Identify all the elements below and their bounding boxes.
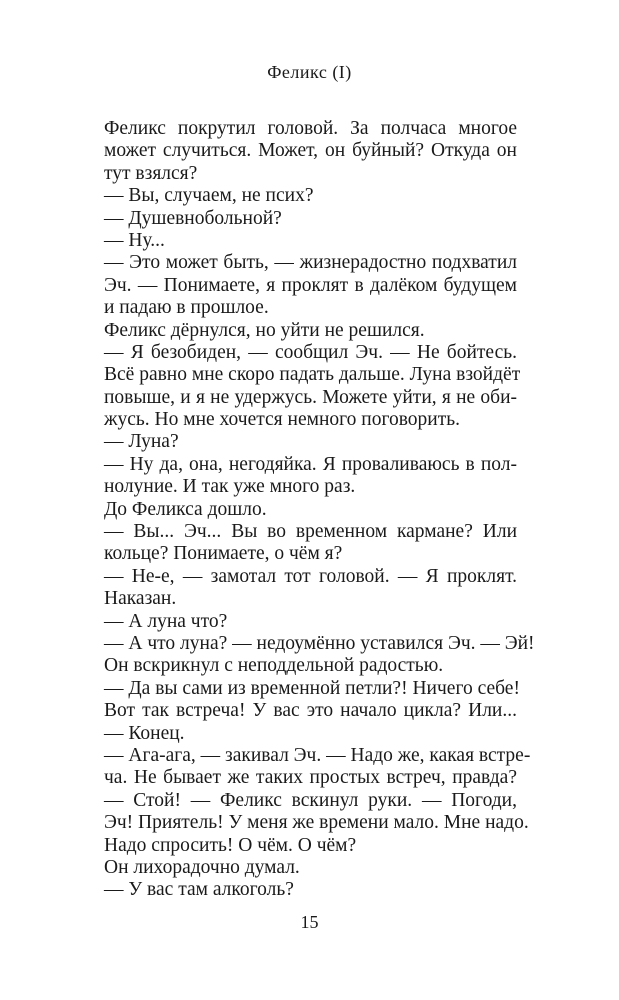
text-line: нолуние. И так уже много раз. — [104, 476, 356, 498]
text-line: — Вы, случаем, не псих? — [104, 185, 314, 207]
page-number: 15 — [300, 912, 319, 932]
text-line: жусь. Но мне хочется немного поговорить. — [104, 409, 461, 431]
text-line: кольце? Понимаете, о чём я? — [104, 543, 343, 565]
text-line: — Душевнобольной? — [104, 207, 282, 229]
text-line: — Не-е, — замотал тот головой. — Я проклят. — [104, 565, 517, 587]
text-line: Он лихорадочно думал. — [104, 856, 300, 878]
text-line: Вот так встреча! У вас это начало цикла? Или... — [104, 700, 517, 722]
text-line: и падаю в прошлое. — [104, 297, 269, 319]
text-line: — Ну... — [104, 229, 165, 251]
text-line: может случиться. Может, он буйный? Откуда он — [104, 140, 517, 162]
text-line: — Ну да, она, негодяйка. Я проваливаюсь в пол- — [104, 453, 517, 475]
text-line: — Я безобиден, — сообщил Эч. — Не бойтесь. — [104, 341, 517, 363]
text-line: — Это может быть, — жизнерадостно подхватил — [104, 252, 517, 274]
text-line: — У вас там алкоголь? — [104, 879, 294, 901]
text-line: — Ага-ага, — закивал Эч. — Надо же, какая встре- — [104, 744, 531, 766]
text-line: Феликс дёрнулся, но уйти не решился. — [104, 319, 425, 341]
text-line: Эч. — Понимаете, я проклят в далёком будущем — [104, 274, 517, 296]
text-line: — Да вы сами из временной петли?! Ничего себе! — [104, 677, 520, 699]
text-line: тут взялся? — [104, 162, 198, 184]
text-line: — Конец. — [104, 722, 185, 744]
text-line: повыше, и я не удержусь. Можете уйти, я не оби- — [104, 386, 517, 408]
text-line: — А что луна? — недоумённо уставился Эч. — Эй! — [104, 632, 535, 654]
text-line: Эч! Приятель! У меня же времени мало. Мне надо. — [104, 812, 529, 834]
text-line: Надо спросить! О чём. О чём? — [104, 834, 357, 856]
text-line: — Вы... Эч... Вы во временном кармане? Или — [104, 521, 517, 543]
running-head: Феликс (I) — [267, 62, 352, 82]
text-line: — А луна что? — [104, 610, 228, 632]
body-text — [104, 118, 535, 902]
text-line: Феликс покрутил головой. За полчаса многое — [104, 118, 517, 139]
text-line: Наказан. — [104, 588, 177, 610]
text-line: До Феликса дошло. — [104, 498, 267, 520]
text-line: — Луна? — [104, 431, 179, 453]
text-line: Он вскрикнул с неподдельной радостью. — [104, 655, 444, 677]
text-line: Всё равно мне скоро падать дальше. Луна взойдёт — [104, 364, 521, 386]
text-line: — Стой! — Феликс вскинул руки. — Погоди, — [104, 789, 517, 811]
text-line: ча. Не бывает же таких простых встреч, правда? — [104, 767, 517, 789]
